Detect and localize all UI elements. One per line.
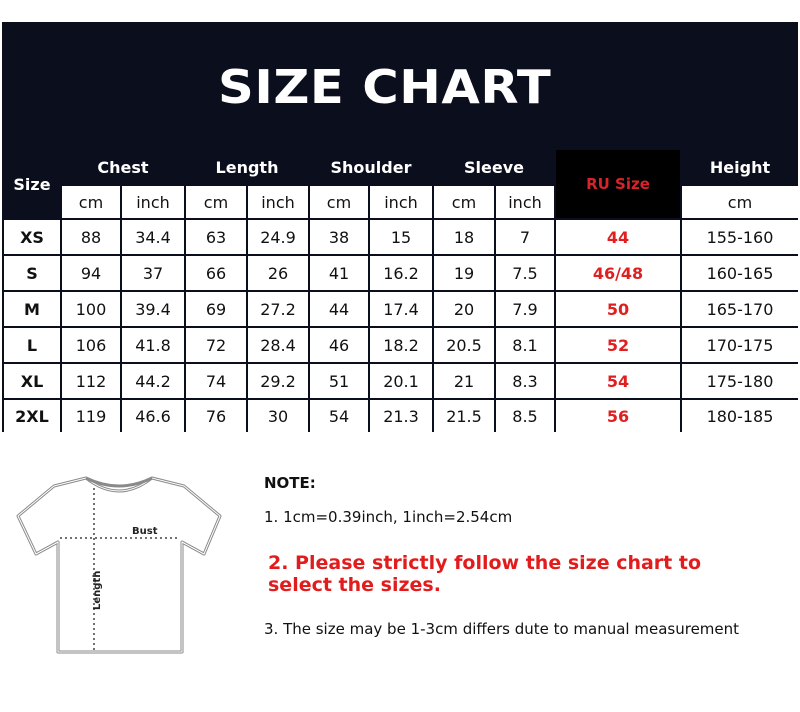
table-cell: 88 xyxy=(62,220,120,254)
size-label: 2XL xyxy=(4,400,60,432)
height-value: 160-165 xyxy=(682,256,798,290)
unit-header: inch xyxy=(496,186,554,218)
table-cell: 26 xyxy=(248,256,308,290)
group-header: Chest xyxy=(62,150,184,184)
table-cell: 94 xyxy=(62,256,120,290)
table-cell: 29.2 xyxy=(248,364,308,398)
table-cell: 19 xyxy=(434,256,494,290)
ru-size-value: 46/48 xyxy=(556,256,680,290)
size-label: S xyxy=(4,256,60,290)
unit-header: inch xyxy=(122,186,184,218)
table-cell: 21 xyxy=(434,364,494,398)
ru-size-value: 50 xyxy=(556,292,680,326)
unit-header: cm xyxy=(62,186,120,218)
note-line-1: 1. 1cm=0.39inch, 1inch=2.54cm xyxy=(264,508,513,526)
ru-size-value: 44 xyxy=(556,220,680,254)
unit-header: cm xyxy=(310,186,368,218)
table-cell: 20 xyxy=(434,292,494,326)
table-cell: 51 xyxy=(310,364,368,398)
height-value: 165-170 xyxy=(682,292,798,326)
table-cell: 41.8 xyxy=(122,328,184,362)
group-header: Shoulder xyxy=(310,150,432,184)
unit-header: inch xyxy=(370,186,432,218)
table-cell: 76 xyxy=(186,400,246,432)
size-label: XL xyxy=(4,364,60,398)
table-cell: 28.4 xyxy=(248,328,308,362)
table-cell: 21.5 xyxy=(434,400,494,432)
note-line-3: 3. The size may be 1-3cm differs dute to manual measurement xyxy=(264,620,740,638)
table-cell: 20.5 xyxy=(434,328,494,362)
table-cell: 20.1 xyxy=(370,364,432,398)
table-cell: 106 xyxy=(62,328,120,362)
height-value: 170-175 xyxy=(682,328,798,362)
page-title: SIZE CHART xyxy=(218,60,552,114)
size-label: M xyxy=(4,292,60,326)
table-cell: 69 xyxy=(186,292,246,326)
bust-label: Bust xyxy=(132,526,158,537)
table-cell: 27.2 xyxy=(248,292,308,326)
note-heading: NOTE: xyxy=(264,474,316,492)
height-value: 155-160 xyxy=(682,220,798,254)
size-table xyxy=(2,148,798,432)
table-cell: 66 xyxy=(186,256,246,290)
table-cell: 44 xyxy=(310,292,368,326)
table-cell: 16.2 xyxy=(370,256,432,290)
table-cell: 72 xyxy=(186,328,246,362)
group-header: Sleeve xyxy=(434,150,554,184)
note-line-2: 2. Please strictly follow the size chart to select the sizes. xyxy=(268,552,702,596)
table-cell: 37 xyxy=(122,256,184,290)
height-unit: cm xyxy=(682,186,798,218)
table-cell: 24.9 xyxy=(248,220,308,254)
table-cell: 7.9 xyxy=(496,292,554,326)
height-value: 180-185 xyxy=(682,400,798,432)
unit-header: cm xyxy=(434,186,494,218)
length-label: Length xyxy=(92,570,103,610)
tshirt-diagram-icon xyxy=(14,464,224,662)
table-cell: 7 xyxy=(496,220,554,254)
table-cell: 46.6 xyxy=(122,400,184,432)
table-cell: 8.3 xyxy=(496,364,554,398)
table-cell: 15 xyxy=(370,220,432,254)
ru-size-value: 54 xyxy=(556,364,680,398)
height-header: Height xyxy=(682,150,798,184)
table-cell: 18.2 xyxy=(370,328,432,362)
table-cell: 74 xyxy=(186,364,246,398)
ru-size-value: 52 xyxy=(556,328,680,362)
ru-size-value: 56 xyxy=(556,400,680,432)
size-header: Size xyxy=(4,150,60,218)
unit-header: cm xyxy=(186,186,246,218)
table-cell: 8.1 xyxy=(496,328,554,362)
table-cell: 100 xyxy=(62,292,120,326)
table-cell: 34.4 xyxy=(122,220,184,254)
table-cell: 30 xyxy=(248,400,308,432)
height-value: 175-180 xyxy=(682,364,798,398)
table-cell: 46 xyxy=(310,328,368,362)
table-cell: 54 xyxy=(310,400,368,432)
table-cell: 21.3 xyxy=(370,400,432,432)
unit-header: inch xyxy=(248,186,308,218)
table-cell: 38 xyxy=(310,220,368,254)
table-cell: 63 xyxy=(186,220,246,254)
table-cell: 112 xyxy=(62,364,120,398)
table-cell: 8.5 xyxy=(496,400,554,432)
group-header: Length xyxy=(186,150,308,184)
table-cell: 39.4 xyxy=(122,292,184,326)
size-label: L xyxy=(4,328,60,362)
ru-size-header: RU Size xyxy=(556,150,680,218)
table-cell: 119 xyxy=(62,400,120,432)
table-cell: 17.4 xyxy=(370,292,432,326)
table-cell: 18 xyxy=(434,220,494,254)
table-cell: 41 xyxy=(310,256,368,290)
table-cell: 44.2 xyxy=(122,364,184,398)
size-label: XS xyxy=(4,220,60,254)
table-cell: 7.5 xyxy=(496,256,554,290)
